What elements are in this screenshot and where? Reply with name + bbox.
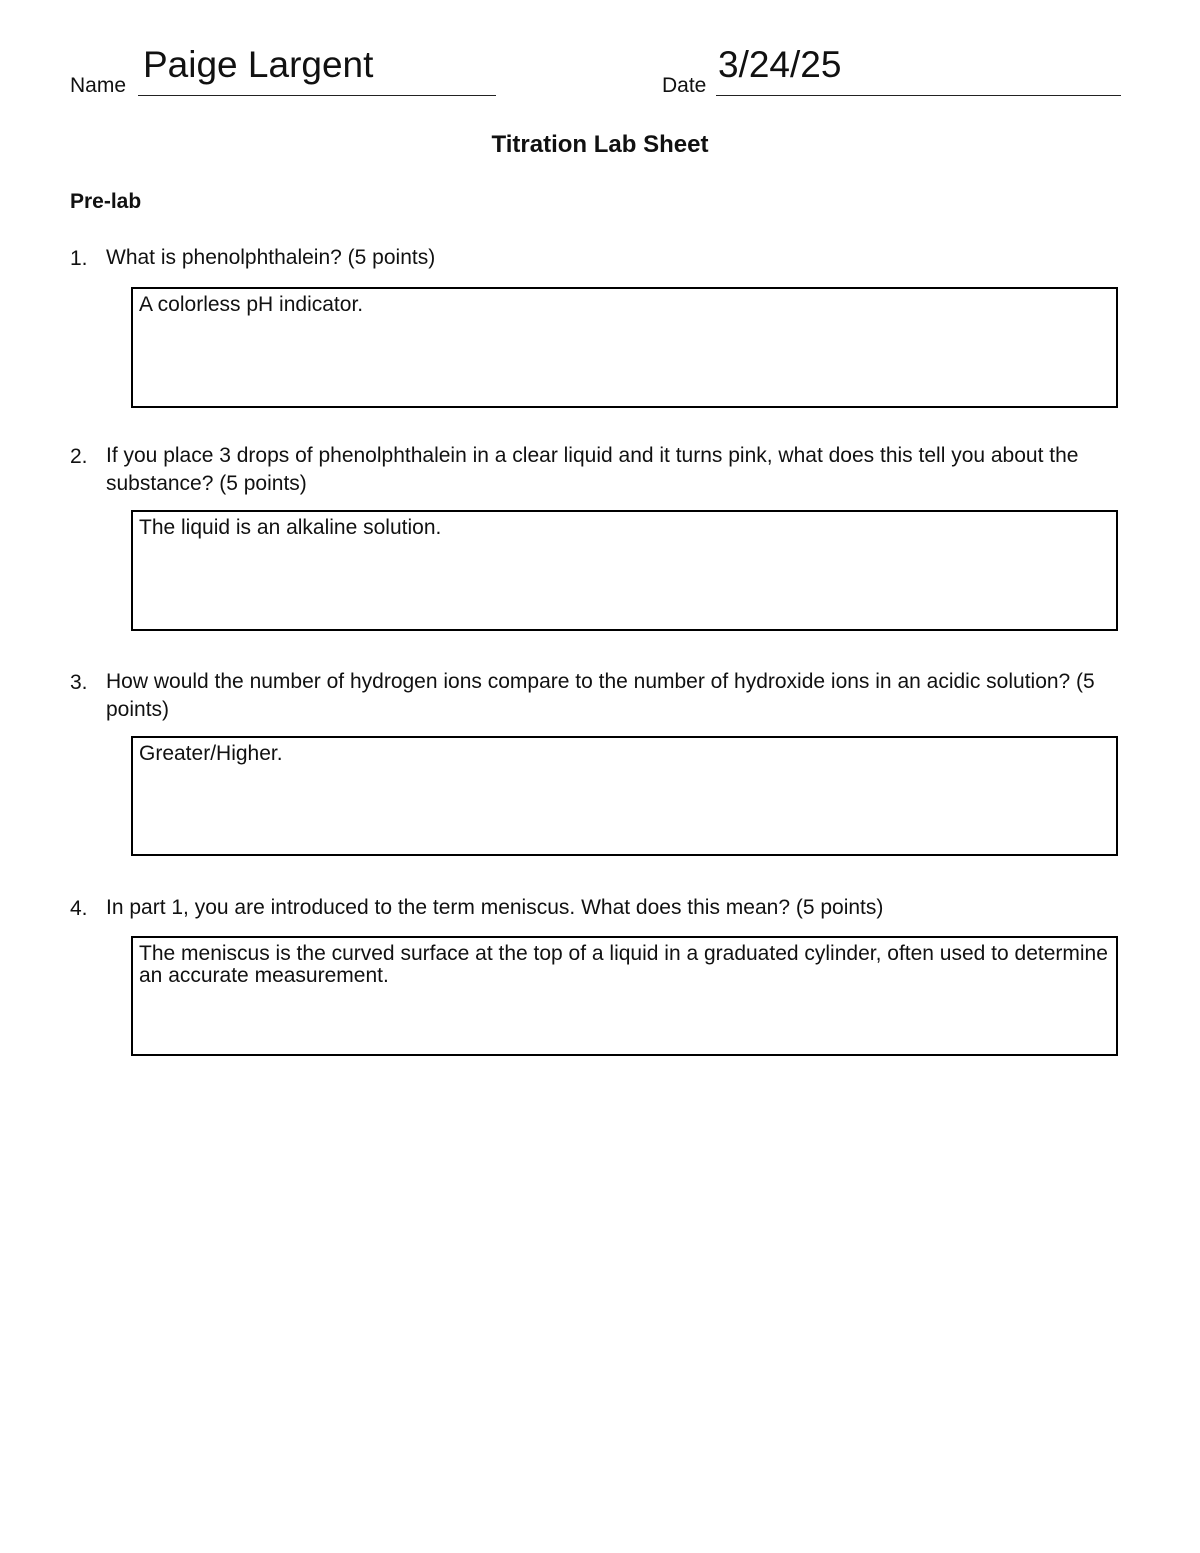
date-field[interactable]: 3/24/25	[718, 44, 842, 85]
question-number: 1.	[70, 247, 88, 270]
answer-box[interactable]: The liquid is an alkaline solution.	[131, 510, 1118, 631]
name-label: Name	[70, 74, 127, 97]
name-underline	[138, 95, 496, 96]
name-field[interactable]: Paige Largent	[143, 44, 374, 85]
answer-box[interactable]: Greater/Higher.	[131, 736, 1118, 856]
date-label: Date	[662, 74, 707, 97]
answer-box[interactable]: A colorless pH indicator.	[131, 287, 1118, 408]
page-title: Titration Lab Sheet	[491, 131, 709, 158]
question-text: How would the number of hydrogen ions compare to the number of hydroxide ions in an acidic solution? (5 points)	[106, 670, 1095, 721]
question-text: If you place 3 drops of phenolphthalein in a clear liquid and it turns pink, what does this tell you about the substance? (5 points)	[106, 444, 1079, 495]
question-number: 4.	[70, 897, 88, 920]
question-number: 2.	[70, 445, 88, 468]
question-number: 3.	[70, 671, 88, 694]
answer-box[interactable]: The meniscus is the curved surface at the top of a liquid in a graduated cylinder, often used to determine an accurate measurement.	[131, 936, 1118, 1056]
section-heading: Pre-lab	[70, 190, 142, 213]
date-underline	[716, 95, 1121, 96]
question-text: In part 1, you are introduced to the term meniscus. What does this mean? (5 points)	[106, 896, 884, 919]
question-text: What is phenolphthalein? (5 points)	[106, 246, 436, 269]
